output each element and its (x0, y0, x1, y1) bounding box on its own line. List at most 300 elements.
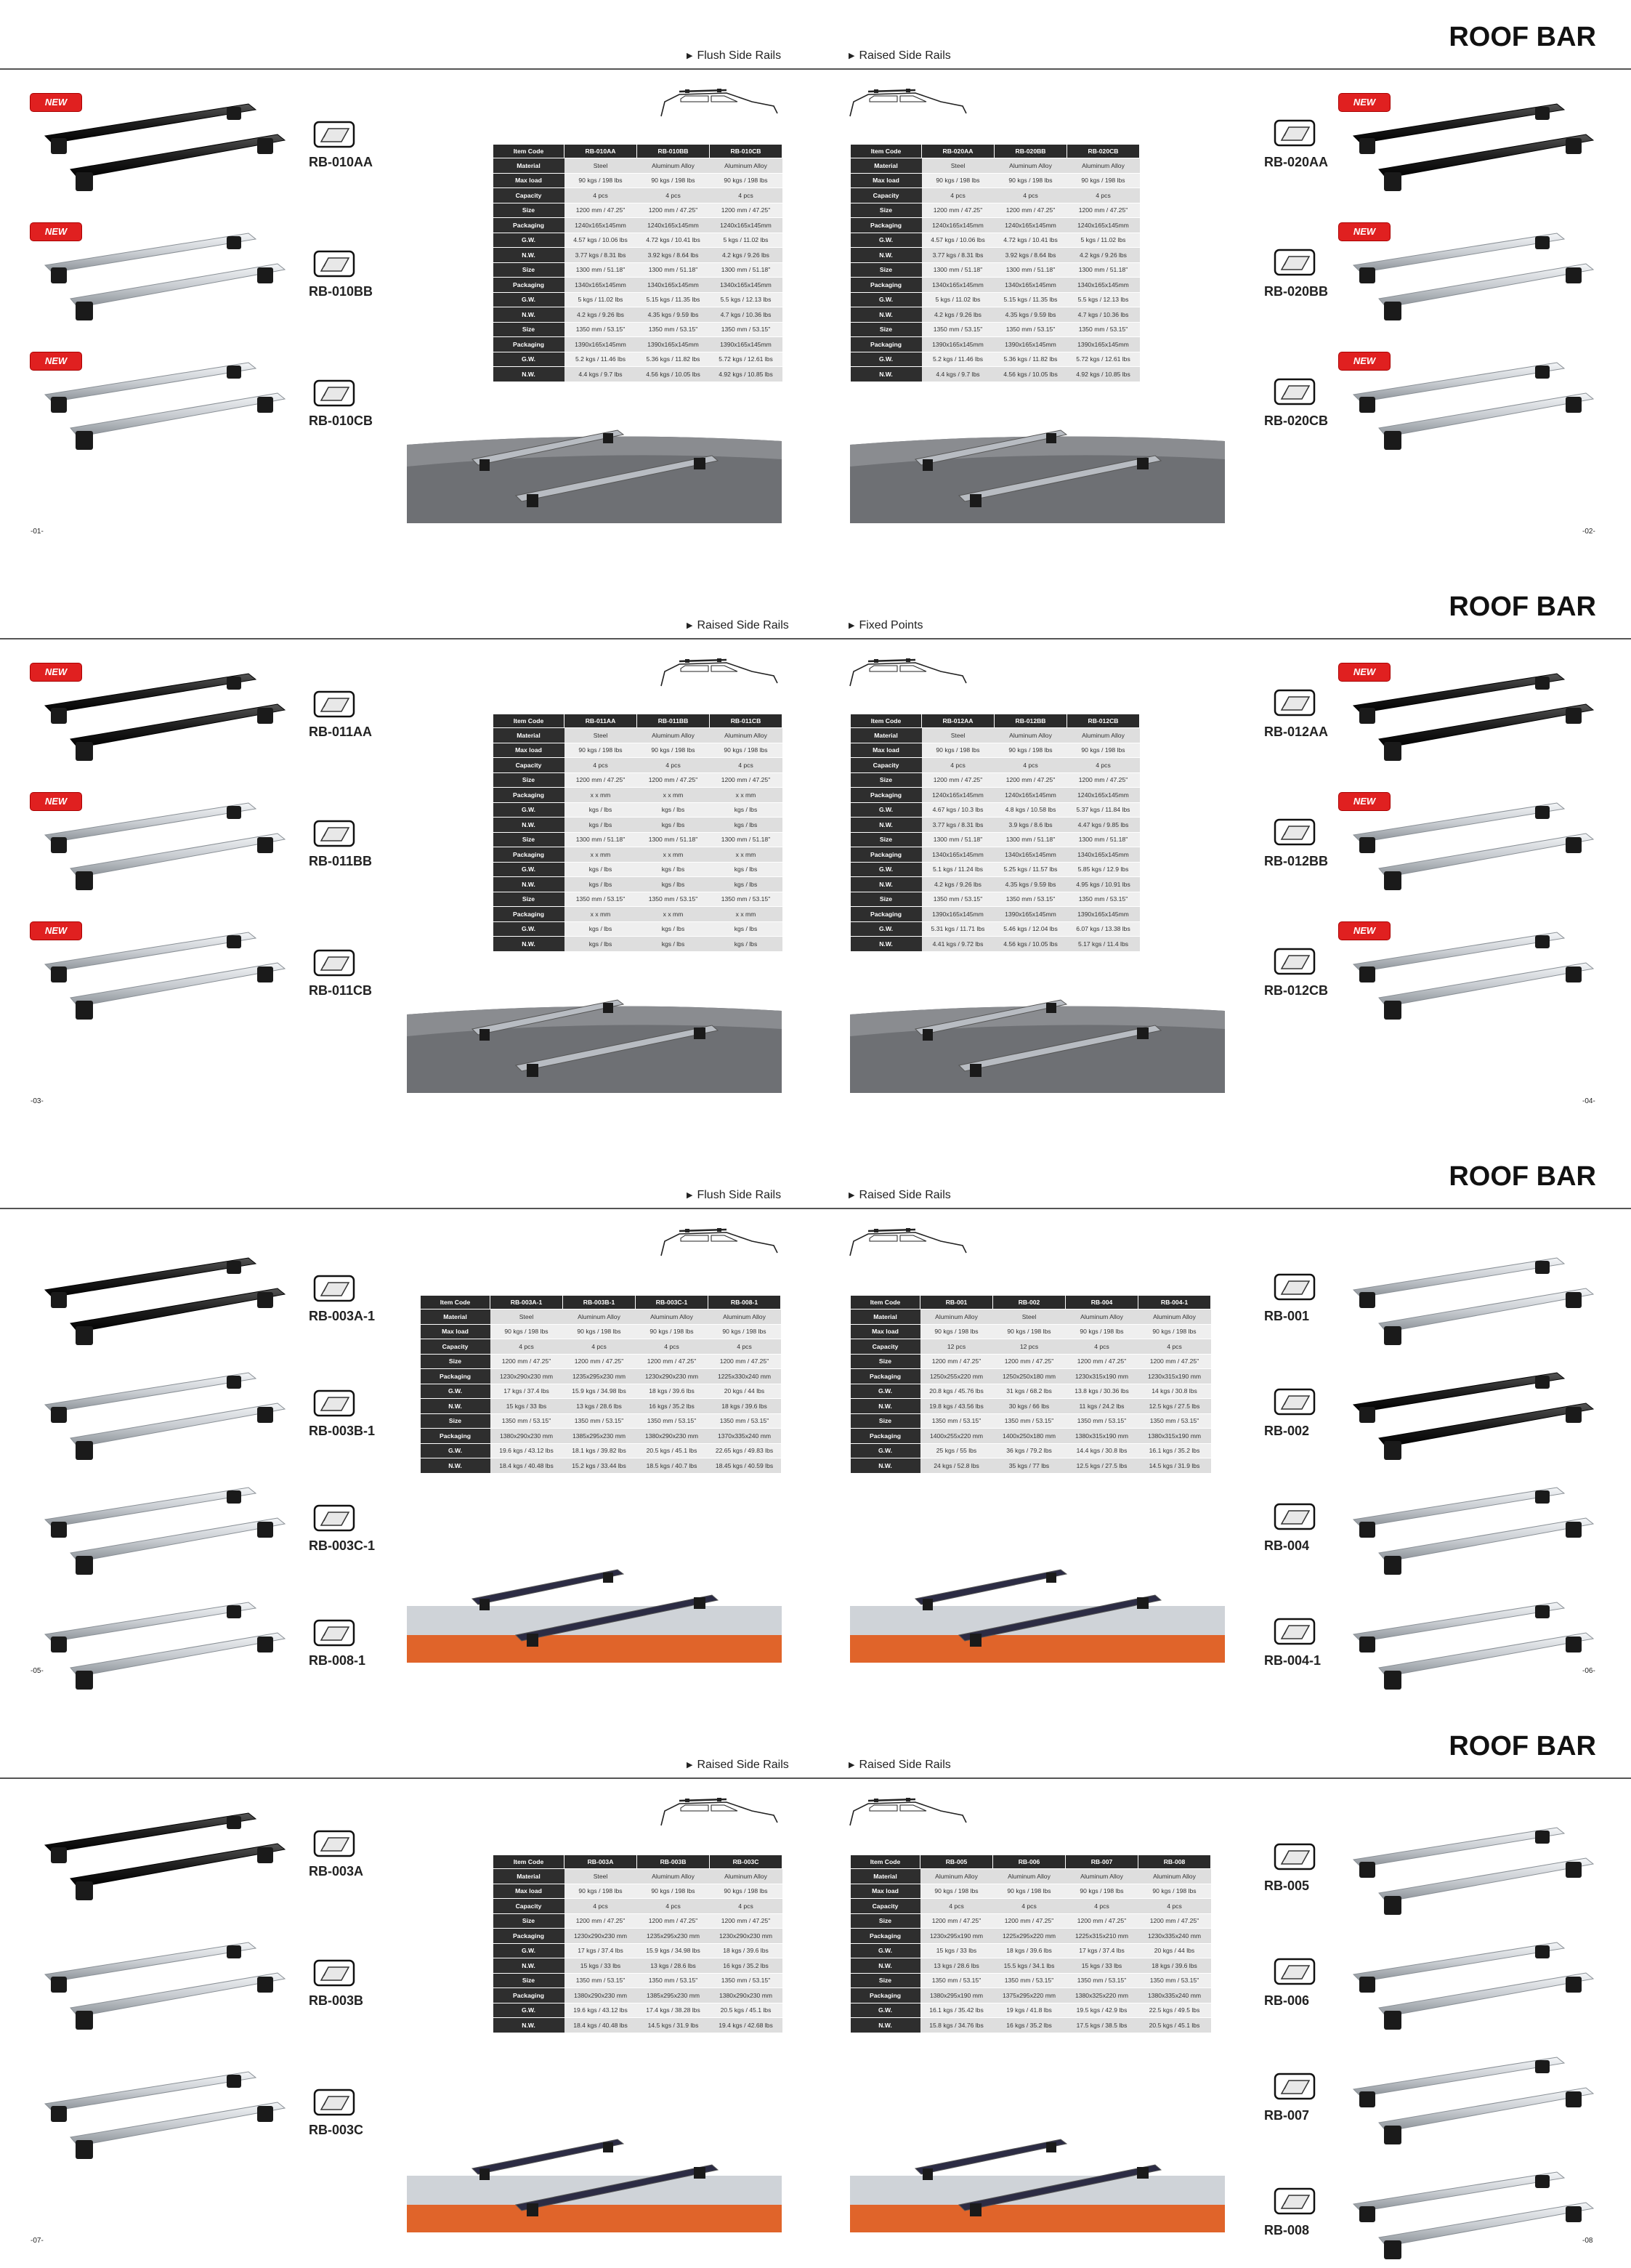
spec-cell: 1400x250x180 mm (993, 1429, 1066, 1444)
spec-cell: kgs / lbs (637, 818, 710, 833)
product-image (1339, 2166, 1600, 2268)
spec-cell: 4 pcs (636, 1339, 708, 1355)
spec-cell: 4.72 kgs / 10.41 lbs (637, 233, 710, 248)
spec-row (851, 158, 1140, 174)
spec-cell: 12 pcs (920, 1339, 993, 1355)
spec-cell: 90 kgs / 198 lbs (563, 1324, 636, 1339)
product-image (1339, 98, 1600, 200)
spec-cell: Aluminum Alloy (637, 1869, 710, 1884)
spec-row (851, 1899, 1211, 1914)
vehicle-photo-left (407, 985, 782, 1093)
spec-row (851, 278, 1140, 293)
spec-row (493, 728, 782, 743)
spec-cell: 1380x290x230 mm (636, 1429, 708, 1444)
spec-cell: 1200 mm / 47.25" (563, 1354, 636, 1369)
spec-cell: 90 kgs / 198 lbs (710, 173, 782, 188)
header-rb-012bb: RB-012BB (995, 714, 1067, 728)
spec-cell: 4 pcs (564, 758, 637, 773)
spec-cell: 18 kgs / 39.6 lbs (710, 1943, 782, 1958)
profile-icon (1273, 377, 1316, 406)
product-code: RB-020CB (1264, 413, 1329, 428)
spec-label: G.W. (851, 802, 922, 818)
product-image (1339, 2051, 1600, 2153)
spec-cell: 1240x165x145mm (922, 218, 995, 233)
spec-cell: 1390x165x145mm (995, 337, 1067, 352)
spec-cell: 5.15 kgs / 11.35 lbs (995, 292, 1067, 307)
spec-cell: Aluminum Alloy (1067, 158, 1140, 174)
spec-cell: 18.4 kgs / 40.48 lbs (490, 1458, 563, 1474)
spec-label: Max load (851, 1324, 920, 1339)
spec-cell: 4.72 kgs / 10.41 lbs (995, 233, 1067, 248)
product-image (31, 357, 292, 459)
spec-cell: 4.4 kgs / 9.7 lbs (922, 367, 995, 382)
spec-cell: 18.5 kgs / 40.7 lbs (636, 1458, 708, 1474)
spec-cell: 13 kgs / 28.6 lbs (563, 1399, 636, 1414)
spec-label: Capacity (421, 1339, 490, 1355)
product-code: RB-007 (1264, 2108, 1310, 2123)
spec-cell: kgs / lbs (637, 921, 710, 937)
spec-cell: 18.1 kgs / 39.82 lbs (563, 1443, 636, 1458)
spec-cell: 90 kgs / 198 lbs (1138, 1884, 1211, 1899)
page-number-right: -02- (1582, 528, 1595, 536)
spec-cell: Steel (564, 158, 637, 174)
spec-cell: 4.2 kgs / 9.26 lbs (922, 307, 995, 323)
product-image (31, 1367, 292, 1469)
product-image (1339, 1482, 1600, 1583)
spec-cell: 1350 mm / 53.15" (920, 1973, 993, 1988)
spec-cell: 19.6 kgs / 43.12 lbs (564, 2003, 637, 2018)
spec-label: Max load (493, 1884, 564, 1899)
spec-cell: 1350 mm / 53.15" (922, 892, 995, 907)
page-number-right: -06- (1582, 1667, 1595, 1675)
spec-row (493, 337, 782, 352)
car-diagram-right (846, 655, 970, 692)
spec-row (493, 832, 782, 847)
spec-cell: 17.5 kgs / 38.5 lbs (1066, 2018, 1138, 2033)
spec-cell: 90 kgs / 198 lbs (710, 743, 782, 758)
vehicle-photo-right (850, 1555, 1225, 1663)
roof-bar-image-0-L1 (31, 227, 292, 329)
spec-row (493, 278, 782, 293)
header-item-code: Item Code (493, 1855, 564, 1869)
spec-cell: 4.57 kgs / 10.06 lbs (922, 233, 995, 248)
header-rb-012cb: RB-012CB (1067, 714, 1140, 728)
spec-cell: 1200 mm / 47.25" (1066, 1913, 1138, 1929)
product-image (31, 1252, 292, 1354)
profile-icon (312, 1274, 356, 1303)
spec-cell: 20.5 kgs / 45.1 lbs (1138, 2018, 1211, 2033)
spec-cell: 14.5 kgs / 31.9 lbs (1138, 1458, 1211, 1474)
profile-icon (1273, 1272, 1316, 1302)
product-code: RB-011CB (309, 983, 373, 998)
spec-label: G.W. (493, 233, 564, 248)
new-badge: NEW (1339, 793, 1390, 810)
spec-cell: 1300 mm / 51.18" (1067, 832, 1140, 847)
spec-cell: 35 kgs / 77 lbs (993, 1458, 1066, 1474)
spec-cell: 4.2 kgs / 9.26 lbs (922, 877, 995, 892)
spec-row (851, 1413, 1211, 1429)
spec-cell: 1250x255x220 mm (920, 1369, 993, 1384)
spec-label: N.W. (493, 367, 564, 382)
spec-cell: x x mm (710, 907, 782, 922)
spec-cell: 1200 mm / 47.25" (993, 1354, 1066, 1369)
spec-cell: Aluminum Alloy (637, 158, 710, 174)
spec-label: N.W. (851, 1399, 920, 1414)
spec-cell: 1200 mm / 47.25" (922, 772, 995, 788)
profile-icon (1273, 2072, 1316, 2101)
spec-cell: 19.5 kgs / 42.9 lbs (1066, 2003, 1138, 2018)
spec-cell: Aluminum Alloy (995, 158, 1067, 174)
spec-cell: 1390x165x145mm (710, 337, 782, 352)
spec-cell: 1350 mm / 53.15" (564, 892, 637, 907)
spec-label: G.W. (493, 2003, 564, 2018)
spec-cell: Aluminum Alloy (920, 1869, 993, 1884)
spec-cell: 1390x165x145mm (1067, 337, 1140, 352)
spec-label: Capacity (851, 758, 922, 773)
spec-row (421, 1309, 781, 1325)
spec-row (421, 1429, 781, 1444)
roof-bar-image-1-L2 (31, 927, 292, 1028)
spec-row (493, 743, 782, 758)
spec-row (851, 1884, 1211, 1899)
product-image (31, 227, 292, 329)
spec-cell: 3.92 kgs / 8.64 lbs (637, 248, 710, 263)
spec-cell: 1350 mm / 53.15" (710, 892, 782, 907)
spec-cell: 5.5 kgs / 12.13 lbs (710, 292, 782, 307)
spec-row (851, 262, 1140, 278)
spec-cell: Aluminum Alloy (1138, 1869, 1211, 1884)
header-rb-008-1: RB-008-1 (708, 1296, 781, 1309)
spec-row (851, 921, 1140, 937)
spec-cell: 1240x165x145mm (995, 218, 1067, 233)
spec-row (851, 1869, 1211, 1884)
spec-cell: 1380x315x190 mm (1066, 1429, 1138, 1444)
spec-cell: 1300 mm / 51.18" (922, 262, 995, 278)
spec-row (851, 802, 1140, 818)
spec-row (493, 262, 782, 278)
roof-bar-image-3-L2 (31, 2066, 292, 2168)
spec-cell: 4.35 kgs / 9.59 lbs (995, 877, 1067, 892)
spec-cell: 1300 mm / 51.18" (995, 832, 1067, 847)
spec-cell: 4.92 kgs / 10.85 lbs (710, 367, 782, 382)
spec-row (851, 818, 1140, 833)
spec-cell: 4 pcs (490, 1339, 563, 1355)
car-diagram-left (657, 1795, 781, 1831)
spec-cell: 1200 mm / 47.25" (564, 203, 637, 218)
spec-cell: x x mm (637, 788, 710, 803)
spec-row (851, 2003, 1211, 2018)
spec-cell: 90 kgs / 198 lbs (564, 743, 637, 758)
rail-type-left: ▶ Flush Side Rails (687, 1189, 781, 1202)
spec-cell: 5.37 kgs / 11.84 lbs (1067, 802, 1140, 818)
spec-row (851, 1929, 1211, 1944)
spec-cell: 1230x295x190 mm (920, 1929, 993, 1944)
spec-cell: 3.92 kgs / 8.64 lbs (995, 248, 1067, 263)
spec-cell: 15.9 kgs / 34.98 lbs (637, 1943, 710, 1958)
roof-bar-section (0, 0, 1631, 557)
spec-label: G.W. (493, 862, 564, 877)
spec-row (493, 248, 782, 263)
spec-cell: 5.36 kgs / 11.82 lbs (637, 352, 710, 367)
spec-cell: 4 pcs (1138, 1339, 1211, 1355)
spec-label: N.W. (421, 1458, 490, 1474)
spec-row (493, 2003, 782, 2018)
spec-label: G.W. (493, 802, 564, 818)
spec-cell: 36 kgs / 79.2 lbs (993, 1443, 1066, 1458)
spec-row (493, 292, 782, 307)
spec-cell: 15.5 kgs / 34.1 lbs (993, 1958, 1066, 1974)
spec-row (493, 788, 782, 803)
spec-row (851, 307, 1140, 323)
spec-cell: 1350 mm / 53.15" (637, 322, 710, 337)
spec-cell: kgs / lbs (710, 877, 782, 892)
roof-bar-image-1-R0 (1339, 668, 1600, 770)
spec-cell: 4.7 kgs / 10.36 lbs (710, 307, 782, 323)
spec-cell: 12.5 kgs / 27.5 lbs (1066, 1458, 1138, 1474)
spec-cell: 12 pcs (993, 1339, 1066, 1355)
spec-cell: 1200 mm / 47.25" (710, 1913, 782, 1929)
spec-cell: 16 kgs / 35.2 lbs (636, 1399, 708, 1414)
spec-cell: 90 kgs / 198 lbs (920, 1884, 993, 1899)
spec-table-left (493, 144, 782, 382)
spec-cell: 1225x330x240 mm (708, 1369, 781, 1384)
spec-cell: Aluminum Alloy (920, 1309, 993, 1325)
spec-cell: 1350 mm / 53.15" (1066, 1973, 1138, 1988)
spec-cell: 90 kgs / 198 lbs (710, 1884, 782, 1899)
spec-row (493, 921, 782, 937)
spec-row (851, 233, 1140, 248)
spec-label: Packaging (493, 1988, 564, 2003)
spec-row (851, 1309, 1211, 1325)
product-code: RB-003A-1 (309, 1309, 376, 1323)
spec-cell: 90 kgs / 198 lbs (995, 173, 1067, 188)
spec-row (493, 758, 782, 773)
spec-row (851, 1988, 1211, 2003)
spec-cell: 3.77 kgs / 8.31 lbs (922, 248, 995, 263)
spec-cell: 1230x290x230 mm (710, 1929, 782, 1944)
spec-cell: kgs / lbs (564, 802, 637, 818)
spec-label: Packaging (851, 1369, 920, 1384)
spec-cell: 4.56 kgs / 10.05 lbs (995, 367, 1067, 382)
spec-cell: 1300 mm / 51.18" (637, 832, 710, 847)
spec-cell: 1340x165x145mm (637, 278, 710, 293)
spec-row (851, 1399, 1211, 1414)
new-badge: NEW (31, 663, 81, 681)
vehicle-photo-right (850, 985, 1225, 1093)
header-rb-006: RB-006 (993, 1855, 1066, 1869)
spec-cell: 1200 mm / 47.25" (1066, 1354, 1138, 1369)
spec-cell: 15 kgs / 33 lbs (490, 1399, 563, 1414)
spec-row (421, 1413, 781, 1429)
product-image (1339, 1822, 1600, 1924)
spec-label: N.W. (493, 937, 564, 952)
spec-row (851, 862, 1140, 877)
spec-cell: 90 kgs / 198 lbs (708, 1324, 781, 1339)
roof-bar-image-3-R0 (1339, 1822, 1600, 1924)
spec-row (493, 907, 782, 922)
spec-cell: 17 kgs / 37.4 lbs (1066, 1943, 1138, 1958)
roof-bar-image-1-R2 (1339, 927, 1600, 1028)
spec-row (493, 1899, 782, 1914)
vehicle-photo-left (407, 2125, 782, 2232)
product-image (31, 1807, 292, 1909)
spec-cell: Aluminum Alloy (710, 1869, 782, 1884)
spec-cell: 4 pcs (637, 188, 710, 203)
spec-cell: 1200 mm / 47.25" (993, 1913, 1066, 1929)
car-diagram-left (657, 655, 781, 692)
product-image (31, 2066, 292, 2168)
spec-cell: 5.31 kgs / 11.71 lbs (922, 921, 995, 937)
spec-cell: 4 pcs (563, 1339, 636, 1355)
rail-type-left: ▶ Flush Side Rails (687, 49, 781, 62)
spec-cell: Aluminum Alloy (710, 158, 782, 174)
page-number-left: -01- (31, 528, 44, 536)
spec-cell: 4 pcs (995, 758, 1067, 773)
spec-cell: 5.15 kgs / 11.35 lbs (637, 292, 710, 307)
spec-row (493, 1884, 782, 1899)
header-item-code: Item Code (851, 145, 922, 158)
spec-label: Max load (493, 743, 564, 758)
spec-label: Capacity (851, 188, 922, 203)
spec-label: Material (851, 1309, 920, 1325)
header-rb-011cb: RB-011CB (710, 714, 782, 728)
spec-cell: 16.1 kgs / 35.42 lbs (920, 2003, 993, 2018)
spec-cell: 90 kgs / 198 lbs (1067, 173, 1140, 188)
spec-cell: Steel (564, 728, 637, 743)
spec-label: N.W. (493, 877, 564, 892)
header-rb-003c: RB-003C (710, 1855, 782, 1869)
spec-row (851, 218, 1140, 233)
spec-label: Packaging (493, 1929, 564, 1944)
product-code: RB-003B (309, 1993, 364, 2008)
spec-cell: 1390x165x145mm (922, 337, 995, 352)
profile-icon (312, 1389, 356, 1418)
spec-row (421, 1443, 781, 1458)
spec-label: Packaging (493, 907, 564, 922)
header-rb-020aa: RB-020AA (922, 145, 995, 158)
spec-cell: 1240x165x145mm (1067, 788, 1140, 803)
new-badge: NEW (1339, 352, 1390, 370)
spec-cell: 1390x165x145mm (1067, 907, 1140, 922)
spec-row (421, 1458, 781, 1474)
spec-cell: 1340x165x145mm (564, 278, 637, 293)
page-number-right: -08 (1582, 2237, 1593, 2245)
header-item-code: Item Code (851, 1855, 920, 1869)
profile-icon (312, 2088, 356, 2117)
spec-cell: 20.5 kgs / 45.1 lbs (710, 2003, 782, 2018)
spec-cell: 5.36 kgs / 11.82 lbs (995, 352, 1067, 367)
spec-cell: 19 kgs / 41.8 lbs (993, 2003, 1066, 2018)
spec-row (493, 352, 782, 367)
spec-row (851, 1913, 1211, 1929)
spec-label: Packaging (851, 847, 922, 863)
spec-cell: 1200 mm / 47.25" (637, 772, 710, 788)
spec-cell: 1200 mm / 47.25" (637, 1913, 710, 1929)
header-rb-003b-1: RB-003B-1 (563, 1296, 636, 1309)
car-diagram-right (846, 1225, 970, 1262)
spec-cell: 20 kgs / 44 lbs (1138, 1943, 1211, 1958)
header-item-code: Item Code (493, 145, 564, 158)
spec-cell: 1380x295x190 mm (920, 1988, 993, 2003)
spec-cell: 1390x165x145mm (995, 907, 1067, 922)
spec-cell: 90 kgs / 198 lbs (637, 743, 710, 758)
spec-cell: 1350 mm / 53.15" (490, 1413, 563, 1429)
spec-label: Material (493, 1869, 564, 1884)
spec-label: N.W. (851, 818, 922, 833)
spec-cell: 18.45 kgs / 40.59 lbs (708, 1458, 781, 1474)
spec-label: Capacity (493, 188, 564, 203)
spec-cell: Aluminum Alloy (1066, 1869, 1138, 1884)
spec-row (851, 758, 1140, 773)
spec-row (421, 1339, 781, 1355)
spec-cell: 16.1 kgs / 35.2 lbs (1138, 1443, 1211, 1458)
profile-icon (1273, 248, 1316, 277)
roof-bar-section (0, 1139, 1631, 1696)
spec-row (851, 907, 1140, 922)
header-rb-003a: RB-003A (564, 1855, 637, 1869)
header-rb-011bb: RB-011BB (637, 714, 710, 728)
spec-label: Packaging (493, 278, 564, 293)
spec-cell: 1200 mm / 47.25" (637, 203, 710, 218)
spec-label: N.W. (421, 1399, 490, 1414)
profile-icon (312, 1958, 356, 1987)
spec-row (851, 892, 1140, 907)
spec-row (851, 1943, 1211, 1958)
spec-label: N.W. (851, 877, 922, 892)
section-divider (0, 638, 1631, 639)
spec-cell: kgs / lbs (710, 818, 782, 833)
spec-row (851, 2018, 1211, 2033)
spec-label: Max load (493, 173, 564, 188)
spec-row (851, 188, 1140, 203)
header-item-code: Item Code (421, 1296, 490, 1309)
spec-row (851, 322, 1140, 337)
spec-cell: 90 kgs / 198 lbs (564, 173, 637, 188)
product-image (1339, 927, 1600, 1028)
spec-cell: 15.9 kgs / 34.98 lbs (563, 1384, 636, 1399)
spec-row (851, 1429, 1211, 1444)
header-item-code: Item Code (493, 714, 564, 728)
spec-label: G.W. (421, 1384, 490, 1399)
spec-label: G.W. (493, 1943, 564, 1958)
spec-cell: 25 kgs / 55 lbs (920, 1443, 993, 1458)
spec-label: Size (851, 1973, 920, 1988)
spec-cell: 15 kgs / 33 lbs (1066, 1958, 1138, 1974)
spec-cell: 1350 mm / 53.15" (993, 1413, 1066, 1429)
spec-cell: 31 kgs / 68.2 lbs (993, 1384, 1066, 1399)
page-number-left: -05- (31, 1667, 44, 1675)
roof-bar-image-2-R1 (1339, 1367, 1600, 1469)
spec-cell: 4 pcs (1066, 1339, 1138, 1355)
spec-cell: 1240x165x145mm (1067, 218, 1140, 233)
profile-icon (1273, 2187, 1316, 2216)
spec-label: Packaging (851, 1429, 920, 1444)
spec-label: Material (421, 1309, 490, 1325)
spec-cell: 1340x165x145mm (922, 847, 995, 863)
spec-label: N.W. (851, 248, 922, 263)
roof-bar-image-3-R2 (1339, 2051, 1600, 2153)
spec-label: Packaging (851, 1988, 920, 2003)
section-title: ROOF BAR (1449, 22, 1596, 52)
header-rb-010bb: RB-010BB (637, 145, 710, 158)
product-image (31, 668, 292, 770)
spec-cell: Steel (490, 1309, 563, 1325)
spec-cell: 13 kgs / 28.6 lbs (637, 1958, 710, 1974)
spec-row (851, 788, 1140, 803)
product-code: RB-005 (1264, 1878, 1310, 1893)
spec-cell: 15.2 kgs / 33.44 lbs (563, 1458, 636, 1474)
new-badge: NEW (1339, 663, 1390, 681)
